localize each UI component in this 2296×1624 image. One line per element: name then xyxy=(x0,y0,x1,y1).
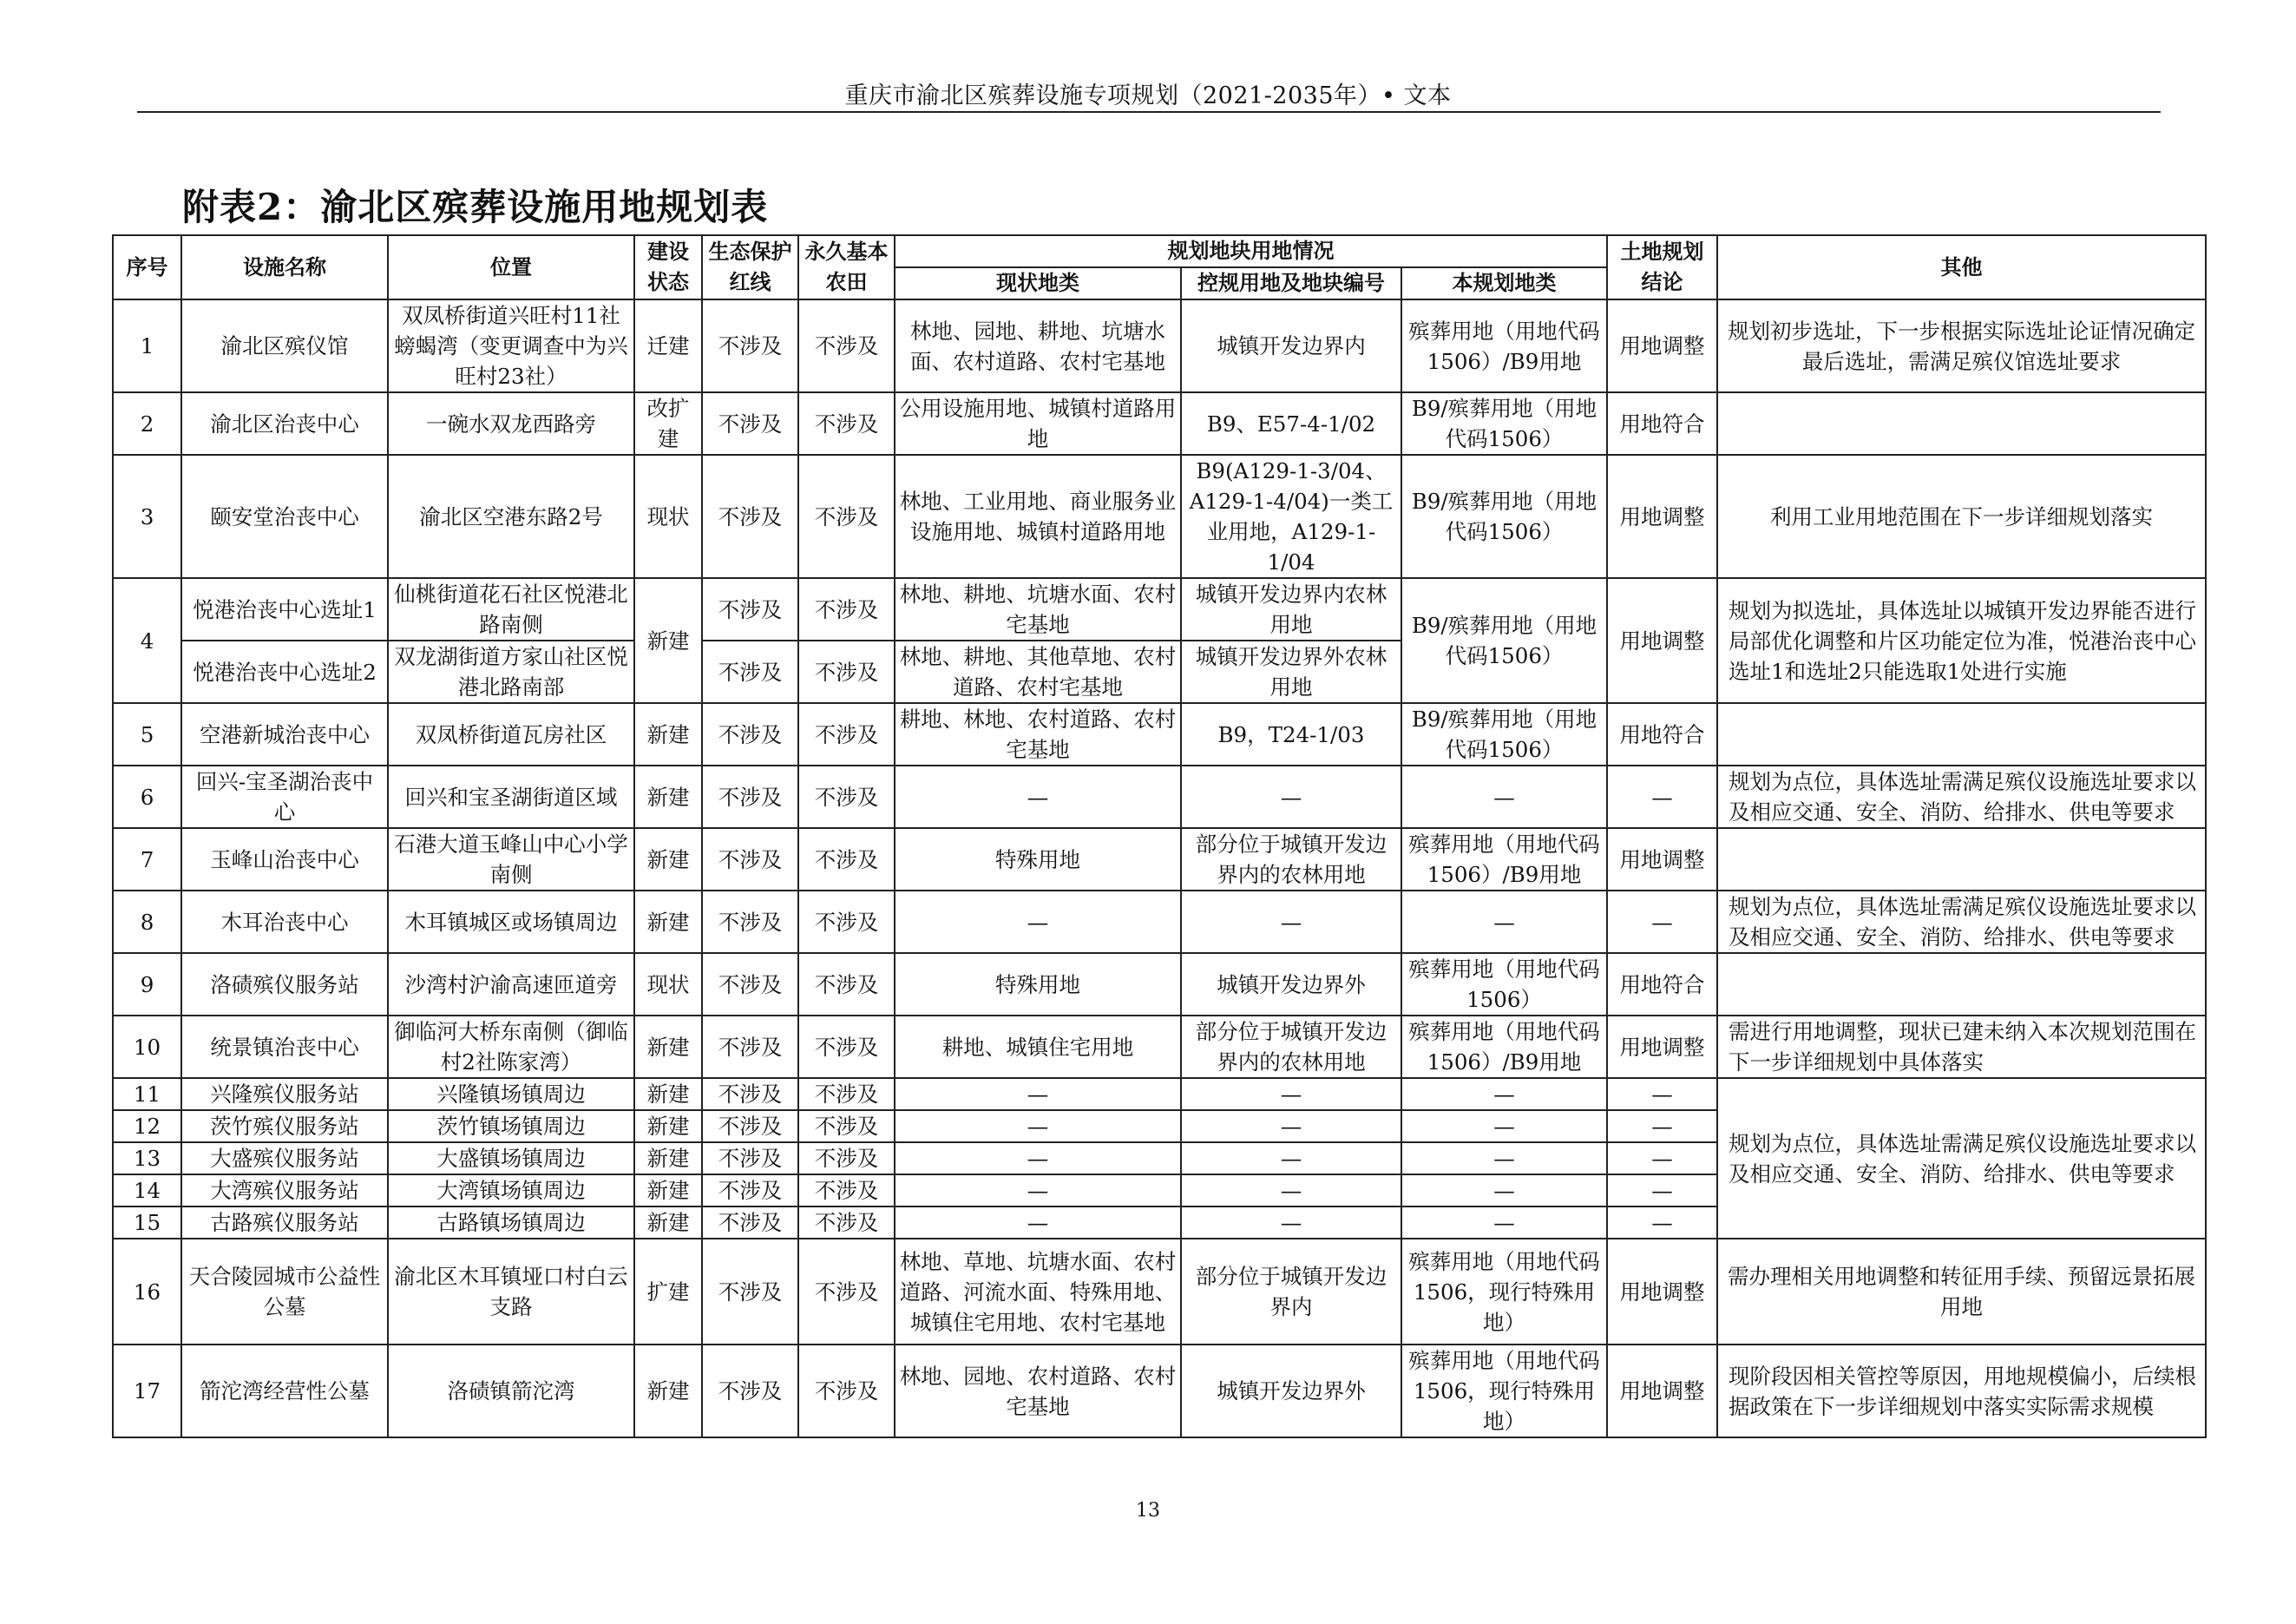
cell-farm: 不涉及 xyxy=(798,766,895,828)
cell-conclusion: 用地符合 xyxy=(1607,703,1717,766)
cell-planned: — xyxy=(1401,1142,1607,1174)
table-title: 附表2：渝北区殡葬设施用地规划表 xyxy=(182,186,769,228)
cell-other xyxy=(1717,953,2206,1016)
cell-location: 双龙湖街道方家山社区悦港北路南部 xyxy=(388,641,634,703)
cell-seq: 9 xyxy=(113,953,181,1016)
cell-regulatory: 部分位于城镇开发边界内 xyxy=(1181,1239,1401,1345)
cell-farm: 不涉及 xyxy=(798,299,895,392)
cell-farm: 不涉及 xyxy=(798,578,895,641)
cell-eco: 不涉及 xyxy=(702,953,798,1016)
cell-eco: 不涉及 xyxy=(702,1345,798,1437)
cell-eco: 不涉及 xyxy=(702,578,798,641)
col-location: 位置 xyxy=(388,235,634,299)
cell-seq: 4 xyxy=(113,578,181,703)
cell-eco: 不涉及 xyxy=(702,1110,798,1142)
table-row xyxy=(113,891,2206,953)
cell-regulatory: B9(A129-1-3/04、A129-1-4/04)一类工业用地，A129-1-1/04 xyxy=(1181,455,1401,578)
cell-current: 林地、工业用地、商业服务业设施用地、城镇村道路用地 xyxy=(895,455,1181,578)
table-container xyxy=(112,234,2205,1438)
cell-regulatory: 城镇开发边界内农林用地 xyxy=(1181,578,1401,641)
cell-regulatory: 部分位于城镇开发边界内的农林用地 xyxy=(1181,1016,1401,1078)
cell-other: 规划初步选址，下一步根据实际选址论证情况确定最后选址，需满足殡仪馆选址要求 xyxy=(1717,299,2206,392)
cell-planned: B9/殡葬用地（用地代码1506） xyxy=(1401,392,1607,455)
cell-conclusion: 用地符合 xyxy=(1607,953,1717,1016)
cell-other: 利用工业用地范围在下一步详细规划落实 xyxy=(1717,455,2206,578)
cell-seq: 3 xyxy=(113,455,181,578)
cell-farm: 不涉及 xyxy=(798,1016,895,1078)
cell-regulatory: — xyxy=(1181,1174,1401,1206)
cell-regulatory: B9，T24-1/03 xyxy=(1181,703,1401,766)
cell-seq: 1 xyxy=(113,299,181,392)
cell-conclusion: — xyxy=(1607,1174,1717,1206)
cell-farm: 不涉及 xyxy=(798,641,895,703)
cell-status: 新建 xyxy=(634,1016,702,1078)
cell-planned: 殡葬用地（用地代码1506，现行特殊用地） xyxy=(1401,1345,1607,1437)
cell-farm: 不涉及 xyxy=(798,1345,895,1437)
cell-location: 古路镇场镇周边 xyxy=(388,1206,634,1239)
cell-current: 林地、园地、农村道路、农村宅基地 xyxy=(895,1345,1181,1437)
cell-farm: 不涉及 xyxy=(798,1142,895,1174)
cell-name: 玉峰山治丧中心 xyxy=(181,828,388,891)
header-rule xyxy=(137,111,2161,113)
cell-status: 新建 xyxy=(634,1345,702,1437)
cell-conclusion: 用地符合 xyxy=(1607,392,1717,455)
cell-current: 特殊用地 xyxy=(895,828,1181,891)
col-regulatory: 控规用地及地块编号 xyxy=(1181,267,1401,299)
cell-location: 洛碛镇箭沱湾 xyxy=(388,1345,634,1437)
cell-current: 公用设施用地、城镇村道路用地 xyxy=(895,392,1181,455)
col-name: 设施名称 xyxy=(181,235,388,299)
cell-eco: 不涉及 xyxy=(702,1078,798,1110)
cell-status: 新建 xyxy=(634,766,702,828)
cell-planned: — xyxy=(1401,1206,1607,1239)
cell-regulatory: — xyxy=(1181,1142,1401,1174)
cell-location: 茨竹镇场镇周边 xyxy=(388,1110,634,1142)
cell-status: 新建 xyxy=(634,1078,702,1110)
cell-planned: — xyxy=(1401,1174,1607,1206)
cell-name: 渝北区治丧中心 xyxy=(181,392,388,455)
cell-status: 新建 xyxy=(634,703,702,766)
cell-conclusion: — xyxy=(1607,1142,1717,1174)
cell-name: 大盛殡仪服务站 xyxy=(181,1142,388,1174)
cell-name: 悦港治丧中心选址2 xyxy=(181,641,388,703)
cell-conclusion: 用地调整 xyxy=(1607,578,1717,703)
cell-seq: 5 xyxy=(113,703,181,766)
table-row xyxy=(113,1345,2206,1437)
cell-name: 天合陵园城市公益性公墓 xyxy=(181,1239,388,1345)
cell-location: 渝北区空港东路2号 xyxy=(388,455,634,578)
table-row xyxy=(113,953,2206,1016)
cell-regulatory: 部分位于城镇开发边界内的农林用地 xyxy=(1181,828,1401,891)
cell-location: 一碗水双龙西路旁 xyxy=(388,392,634,455)
cell-name: 悦港治丧中心选址1 xyxy=(181,578,388,641)
cell-planned: B9/殡葬用地（用地代码1506） xyxy=(1401,703,1607,766)
cell-regulatory: 城镇开发边界外 xyxy=(1181,1345,1401,1437)
cell-current: — xyxy=(895,1142,1181,1174)
cell-location: 双凤桥街道兴旺村11社螃蝎湾（变更调查中为兴旺村23社） xyxy=(388,299,634,392)
cell-farm: 不涉及 xyxy=(798,392,895,455)
cell-location: 兴隆镇场镇周边 xyxy=(388,1078,634,1110)
cell-location: 回兴和宝圣湖街道区域 xyxy=(388,766,634,828)
cell-other: 需进行用地调整，现状已建未纳入本次规划范围在下一步详细规划中具体落实 xyxy=(1717,1016,2206,1078)
cell-conclusion: 用地调整 xyxy=(1607,1345,1717,1437)
cell-planned: 殡葬用地（用地代码1506，现行特殊用地） xyxy=(1401,1239,1607,1345)
cell-planned: 殡葬用地（用地代码1506）/B9用地 xyxy=(1401,299,1607,392)
cell-eco: 不涉及 xyxy=(702,766,798,828)
cell-farm: 不涉及 xyxy=(798,1239,895,1345)
cell-farm: 不涉及 xyxy=(798,703,895,766)
table-row xyxy=(113,1239,2206,1345)
cell-eco: 不涉及 xyxy=(702,455,798,578)
cell-current: 林地、耕地、坑塘水面、农村宅基地 xyxy=(895,578,1181,641)
cell-planned: — xyxy=(1401,891,1607,953)
cell-planned: 殡葬用地（用地代码1506）/B9用地 xyxy=(1401,828,1607,891)
cell-farm: 不涉及 xyxy=(798,1078,895,1110)
col-farm: 永久基本农田 xyxy=(798,235,895,299)
table-row xyxy=(113,455,2206,578)
cell-name: 颐安堂治丧中心 xyxy=(181,455,388,578)
table-row xyxy=(113,1078,2206,1110)
cell-name: 回兴-宝圣湖治丧中心 xyxy=(181,766,388,828)
table-row xyxy=(113,828,2206,891)
cell-other xyxy=(1717,828,2206,891)
cell-current: — xyxy=(895,1206,1181,1239)
cell-regulatory: 城镇开发边界内 xyxy=(1181,299,1401,392)
cell-planned: — xyxy=(1401,1110,1607,1142)
cell-status: 扩建 xyxy=(634,1239,702,1345)
cell-other: 需办理相关用地调整和转征用手续、预留远景拓展用地 xyxy=(1717,1239,2206,1345)
col-other: 其他 xyxy=(1717,235,2206,299)
cell-status: 新建 xyxy=(634,828,702,891)
cell-location: 沙湾村沪渝高速匝道旁 xyxy=(388,953,634,1016)
cell-current: 耕地、林地、农村道路、农村宅基地 xyxy=(895,703,1181,766)
cell-name: 古路殡仪服务站 xyxy=(181,1206,388,1239)
cell-name: 兴隆殡仪服务站 xyxy=(181,1078,388,1110)
cell-regulatory: B9、E57-4-1/02 xyxy=(1181,392,1401,455)
cell-seq: 12 xyxy=(113,1110,181,1142)
cell-planned: 殡葬用地（用地代码1506）/B9用地 xyxy=(1401,1016,1607,1078)
cell-eco: 不涉及 xyxy=(702,1239,798,1345)
cell-status: 新建 xyxy=(634,1206,702,1239)
cell-eco: 不涉及 xyxy=(702,299,798,392)
cell-location: 御临河大桥东南侧（御临村2社陈家湾） xyxy=(388,1016,634,1078)
cell-planned: — xyxy=(1401,766,1607,828)
table-row xyxy=(113,766,2206,828)
table-row xyxy=(113,703,2206,766)
cell-current: 林地、草地、坑塘水面、农村道路、河流水面、特殊用地、城镇住宅用地、农村宅基地 xyxy=(895,1239,1181,1345)
cell-farm: 不涉及 xyxy=(798,891,895,953)
running-header: 重庆市渝北区殡葬设施专项规划（2021-2035年）• 文本 xyxy=(844,82,1452,109)
cell-current: — xyxy=(895,1078,1181,1110)
cell-eco: 不涉及 xyxy=(702,1206,798,1239)
cell-planned: 殡葬用地（用地代码1506） xyxy=(1401,953,1607,1016)
cell-planned: B9/殡葬用地（用地代码1506） xyxy=(1401,455,1607,578)
cell-conclusion: 用地调整 xyxy=(1607,1016,1717,1078)
cell-location: 仙桃街道花石社区悦港北路南侧 xyxy=(388,578,634,641)
cell-seq: 8 xyxy=(113,891,181,953)
table-row xyxy=(113,578,2206,641)
cell-conclusion: 用地调整 xyxy=(1607,1239,1717,1345)
cell-farm: 不涉及 xyxy=(798,1174,895,1206)
cell-seq: 13 xyxy=(113,1142,181,1174)
cell-name: 木耳治丧中心 xyxy=(181,891,388,953)
cell-regulatory: — xyxy=(1181,766,1401,828)
cell-regulatory: 城镇开发边界外农林用地 xyxy=(1181,641,1401,703)
cell-other xyxy=(1717,392,2206,455)
cell-name: 空港新城治丧中心 xyxy=(181,703,388,766)
cell-eco: 不涉及 xyxy=(702,641,798,703)
cell-farm: 不涉及 xyxy=(798,953,895,1016)
cell-eco: 不涉及 xyxy=(702,828,798,891)
cell-regulatory: — xyxy=(1181,1110,1401,1142)
cell-planned: — xyxy=(1401,1078,1607,1110)
cell-conclusion: — xyxy=(1607,1078,1717,1110)
cell-status: 新建 xyxy=(634,578,702,703)
cell-location: 石港大道玉峰山中心小学南侧 xyxy=(388,828,634,891)
cell-eco: 不涉及 xyxy=(702,1142,798,1174)
col-conclusion: 土地规划结论 xyxy=(1607,235,1717,299)
cell-eco: 不涉及 xyxy=(702,1016,798,1078)
col-seq: 序号 xyxy=(113,235,181,299)
cell-farm: 不涉及 xyxy=(798,1206,895,1239)
cell-name: 统景镇治丧中心 xyxy=(181,1016,388,1078)
cell-conclusion: 用地调整 xyxy=(1607,828,1717,891)
cell-seq: 7 xyxy=(113,828,181,891)
page-number: 13 xyxy=(1136,1500,1160,1522)
cell-conclusion: 用地调整 xyxy=(1607,455,1717,578)
cell-current: — xyxy=(895,1174,1181,1206)
cell-seq: 2 xyxy=(113,392,181,455)
cell-status: 迁建 xyxy=(634,299,702,392)
col-status: 建设状态 xyxy=(634,235,702,299)
cell-location: 大湾镇场镇周边 xyxy=(388,1174,634,1206)
cell-location: 渝北区木耳镇垭口村白云支路 xyxy=(388,1239,634,1345)
cell-status: 新建 xyxy=(634,1110,702,1142)
facilities-table xyxy=(112,234,2207,1438)
cell-other xyxy=(1717,703,2206,766)
cell-status: 现状 xyxy=(634,953,702,1016)
cell-conclusion: — xyxy=(1607,1110,1717,1142)
cell-other: 规划为拟选址，具体选址以城镇开发边界能否进行局部优化调整和片区功能定位为准，悦港治丧中心选址1和选址2只能选取1处进行实施 xyxy=(1717,578,2206,703)
cell-seq: 10 xyxy=(113,1016,181,1078)
cell-eco: 不涉及 xyxy=(702,891,798,953)
cell-current: 林地、耕地、其他草地、农村道路、农村宅基地 xyxy=(895,641,1181,703)
cell-status: 改扩建 xyxy=(634,392,702,455)
cell-regulatory: — xyxy=(1181,1206,1401,1239)
col-land-group: 规划地块用地情况 xyxy=(895,235,1607,267)
cell-current: — xyxy=(895,766,1181,828)
cell-seq: 16 xyxy=(113,1239,181,1345)
cell-farm: 不涉及 xyxy=(798,455,895,578)
cell-farm: 不涉及 xyxy=(798,828,895,891)
cell-name: 洛碛殡仪服务站 xyxy=(181,953,388,1016)
cell-current: 特殊用地 xyxy=(895,953,1181,1016)
cell-conclusion: — xyxy=(1607,766,1717,828)
cell-regulatory: — xyxy=(1181,1078,1401,1110)
cell-eco: 不涉及 xyxy=(702,392,798,455)
cell-eco: 不涉及 xyxy=(702,1174,798,1206)
table-row xyxy=(113,1016,2206,1078)
cell-seq: 15 xyxy=(113,1206,181,1239)
cell-current: — xyxy=(895,891,1181,953)
cell-regulatory: — xyxy=(1181,891,1401,953)
table-row xyxy=(113,299,2206,392)
cell-location: 木耳镇城区或场镇周边 xyxy=(388,891,634,953)
cell-current: — xyxy=(895,1110,1181,1142)
cell-farm: 不涉及 xyxy=(798,1110,895,1142)
cell-name: 箭沱湾经营性公墓 xyxy=(181,1345,388,1437)
col-planned: 本规划地类 xyxy=(1401,267,1607,299)
cell-status: 新建 xyxy=(634,1142,702,1174)
cell-location: 大盛镇场镇周边 xyxy=(388,1142,634,1174)
cell-current: 耕地、城镇住宅用地 xyxy=(895,1016,1181,1078)
cell-seq: 17 xyxy=(113,1345,181,1437)
cell-conclusion: 用地调整 xyxy=(1607,299,1717,392)
cell-current: 林地、园地、耕地、坑塘水面、农村道路、农村宅基地 xyxy=(895,299,1181,392)
cell-seq: 6 xyxy=(113,766,181,828)
cell-other: 规划为点位，具体选址需满足殡仪设施选址要求以及相应交通、安全、消防、给排水、供电等要求 xyxy=(1717,1078,2206,1239)
cell-planned: B9/殡葬用地（用地代码1506） xyxy=(1401,578,1607,703)
cell-eco: 不涉及 xyxy=(702,703,798,766)
cell-status: 新建 xyxy=(634,891,702,953)
col-eco: 生态保护红线 xyxy=(702,235,798,299)
cell-name: 渝北区殡仪馆 xyxy=(181,299,388,392)
col-current: 现状地类 xyxy=(895,267,1181,299)
cell-status: 现状 xyxy=(634,455,702,578)
table-row xyxy=(113,392,2206,455)
cell-seq: 11 xyxy=(113,1078,181,1110)
cell-status: 新建 xyxy=(634,1174,702,1206)
cell-conclusion: — xyxy=(1607,891,1717,953)
cell-other: 现阶段因相关管控等原因，用地规模偏小，后续根据政策在下一步详细规划中落实实际需求规模 xyxy=(1717,1345,2206,1437)
cell-location: 双凤桥街道瓦房社区 xyxy=(388,703,634,766)
cell-other: 规划为点位，具体选址需满足殡仪设施选址要求以及相应交通、安全、消防、给排水、供电等要求 xyxy=(1717,891,2206,953)
cell-other: 规划为点位，具体选址需满足殡仪设施选址要求以及相应交通、安全、消防、给排水、供电等要求 xyxy=(1717,766,2206,828)
cell-seq: 14 xyxy=(113,1174,181,1206)
cell-name: 茨竹殡仪服务站 xyxy=(181,1110,388,1142)
cell-name: 大湾殡仪服务站 xyxy=(181,1174,388,1206)
cell-regulatory: 城镇开发边界外 xyxy=(1181,953,1401,1016)
cell-conclusion: — xyxy=(1607,1206,1717,1239)
